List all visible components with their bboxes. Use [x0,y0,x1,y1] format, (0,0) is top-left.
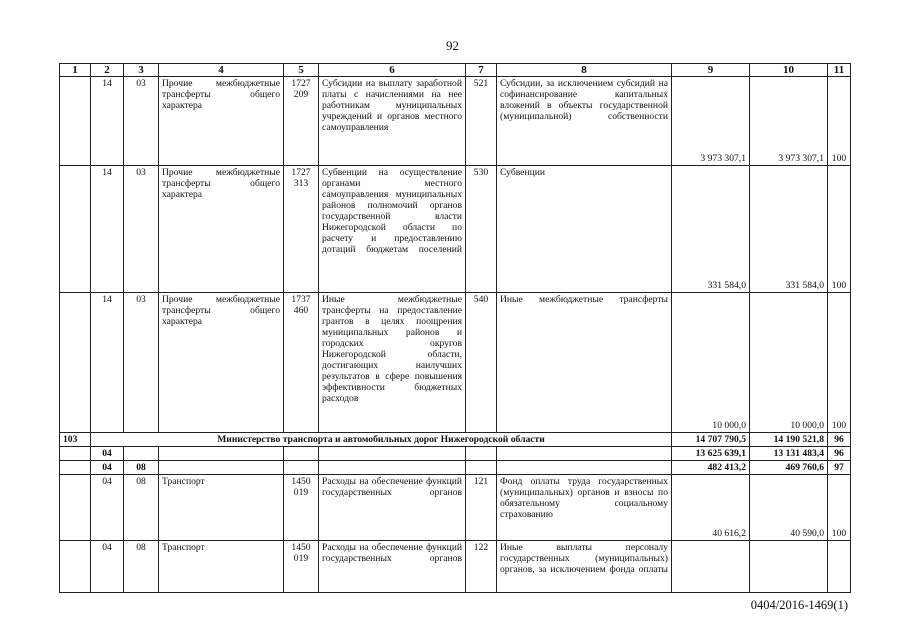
actual-amount: 40 590,0 [750,475,828,541]
col-header: 9 [672,64,750,77]
page-number: 92 [446,38,459,53]
expense-type-name: Иные выплаты персоналу государственных (муниципальных) органов, за исключением фонда оплаты [497,541,672,593]
subsection-code: 08 [124,461,159,475]
actual-amount: 13 131 483,4 [750,447,828,461]
target-name: Субсидии на выплату заработной платы с начислениями на нее работникам муниципальных учреждений и органов местного самоуправления [319,77,466,166]
expense-type-code: 121 [466,475,497,541]
percent: 97 [828,461,851,475]
budget-table [59,63,851,593]
section-code: 04 [91,461,124,475]
plan-amount: 482 413,2 [672,461,750,475]
col-header: 2 [91,64,124,77]
section-code: 04 [91,475,124,541]
expense-type-name: Субсидии, за исключением субсидий на софинансирование капитальных вложений в объекты государственной (муниципальной) собственности [497,77,672,166]
target-name: Расходы на обеспечение функций государственных органов [319,475,466,541]
col-header: 8 [497,64,672,77]
col-header: 1 [60,64,91,77]
table-row [60,166,851,293]
subsection-code: 08 [124,541,159,593]
col-header: 5 [284,64,319,77]
expense-type-name: Субвенции [497,166,672,293]
section-code: 14 [91,293,124,433]
expense-type-name: Иные межбюджетные трансферты [497,293,672,433]
section-total-row [60,447,851,461]
header-row [60,64,851,77]
expense-type-code: 530 [466,166,497,293]
subsection-name: Прочие межбюджетные трансферты общего характера [159,77,284,166]
target-code: 1450 019 [284,541,319,593]
actual-amount [750,541,828,593]
plan-amount: 331 584,0 [672,166,750,293]
table-row [60,293,851,433]
subsection-name: Транспорт [159,541,284,593]
target-code: 1727 313 [284,166,319,293]
document-code: 0404/2016-1469(1) [750,598,848,612]
subsection-name: Транспорт [159,475,284,541]
section-code: 14 [91,166,124,293]
actual-amount: 469 760,6 [750,461,828,475]
target-code: 1727 209 [284,77,319,166]
expense-type-code: 540 [466,293,497,433]
actual-amount: 10 000,0 [750,293,828,433]
section-code: 14 [91,77,124,166]
percent: 96 [828,433,851,447]
section-code: 04 [91,541,124,593]
plan-amount: 3 973 307,1 [672,77,750,166]
expense-type-code: 122 [466,541,497,593]
ministry-code: 103 [60,433,91,447]
percent: 96 [828,447,851,461]
subsection-code: 08 [124,475,159,541]
target-name: Иные межбюджетные трансферты на предоставление грантов в целях поощрения муниципальных районов и городских округов Нижегородской области, достигающих наилучших результатов в сфере повышения эффективности бюджетных расходов [319,293,466,433]
plan-amount: 13 625 639,1 [672,447,750,461]
actual-amount: 331 584,0 [750,166,828,293]
subsection-code: 03 [124,77,159,166]
target-code: 1450 019 [284,475,319,541]
subsection-code: 03 [124,293,159,433]
col-header: 7 [466,64,497,77]
table-row [60,475,851,541]
percent: 100 [828,166,851,293]
subsection-name: Прочие межбюджетные трансферты общего характера [159,166,284,293]
col-header: 10 [750,64,828,77]
table-row [60,541,851,593]
percent: 100 [828,475,851,541]
plan-amount [672,541,750,593]
col-header: 6 [319,64,466,77]
target-name: Расходы на обеспечение функций государственных органов [319,541,466,593]
ministry-total-row [60,433,851,447]
target-code: 1737 460 [284,293,319,433]
col-header: 4 [159,64,284,77]
plan-amount: 40 616,2 [672,475,750,541]
subsection-name: Прочие межбюджетные трансферты общего характера [159,293,284,433]
col-header: 11 [828,64,851,77]
section-code: 04 [91,447,124,461]
percent: 100 [828,293,851,433]
col-header: 3 [124,64,159,77]
plan-amount: 10 000,0 [672,293,750,433]
target-name: Субвенции на осуществление органами местного самоуправления муниципальных районов полномочий органов государственной власти Нижегородской области по расчету и предоставлению дотаций бюджетам поселений [319,166,466,293]
percent: 100 [828,77,851,166]
ministry-name: Министерство транспорта и автомобильных дорог Нижегородской области [91,433,672,447]
actual-amount: 3 973 307,1 [750,77,828,166]
actual-amount: 14 190 521,8 [750,433,828,447]
expense-type-code: 521 [466,77,497,166]
plan-amount: 14 707 790,5 [672,433,750,447]
percent [828,541,851,593]
expense-type-name: Фонд оплаты труда государственных (муниципальных) органов и взносы по обязательному социальному страхованию [497,475,672,541]
subsection-total-row [60,461,851,475]
table-row [60,77,851,166]
subsection-code: 03 [124,166,159,293]
